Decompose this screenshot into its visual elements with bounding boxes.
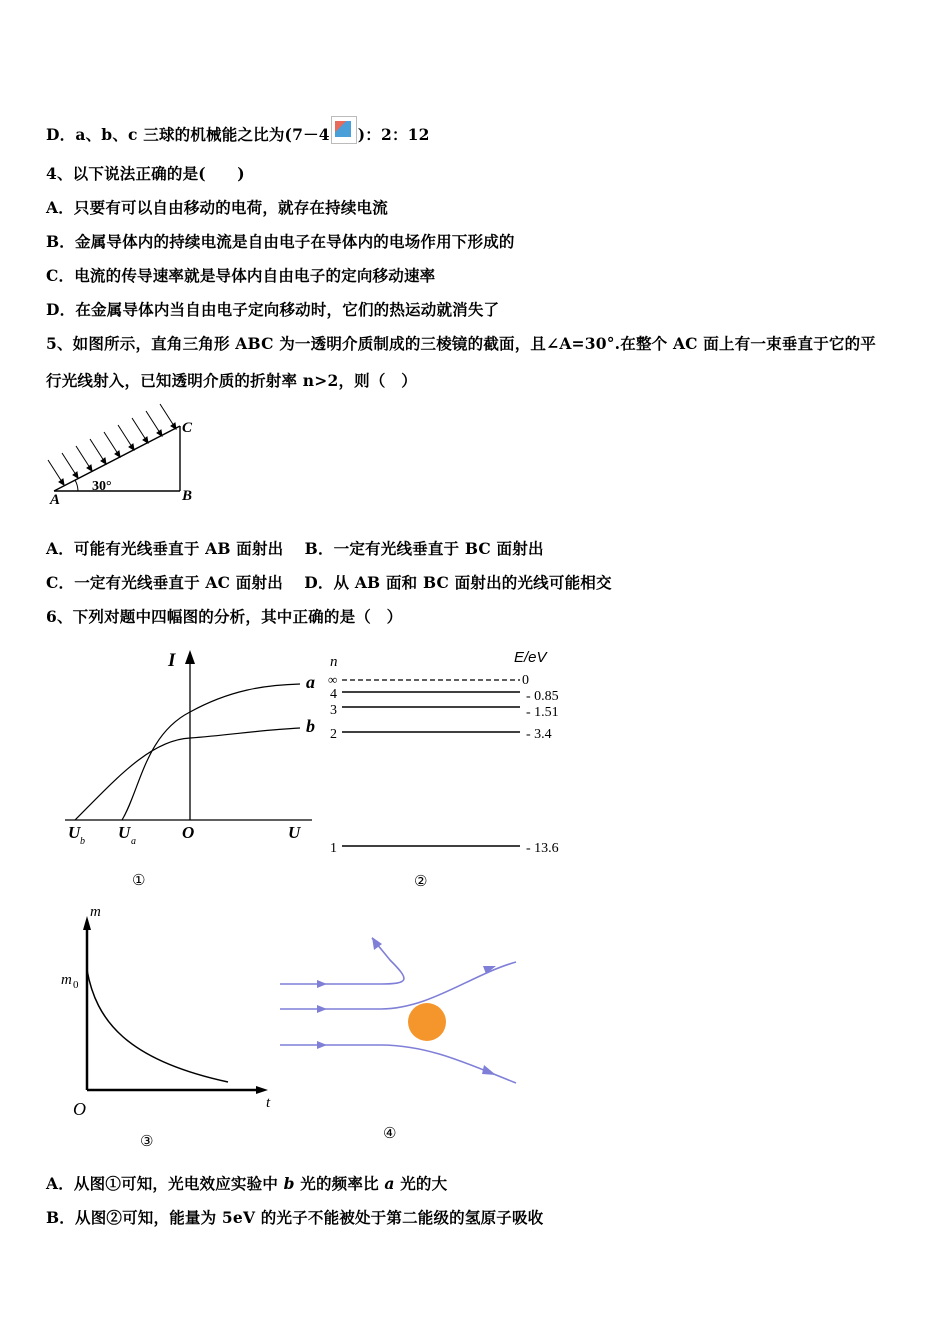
fig1-ua-sub: a xyxy=(131,836,136,847)
fig3-curve xyxy=(87,970,228,1082)
q5-options-line2: C．一定有光线垂直于 AC 面射出 D．从 AB 面和 BC 面射出的光线可能相交 xyxy=(46,573,612,592)
angle-label: 30° xyxy=(92,479,112,494)
prism-figure xyxy=(40,398,210,510)
incident-rays xyxy=(48,404,176,485)
fig2-n-label: n xyxy=(330,654,338,670)
broken-image-icon xyxy=(331,116,357,144)
fig3-y-label: m xyxy=(90,904,101,920)
fig3-m0-sub: 0 xyxy=(73,979,79,991)
q6-option-a xyxy=(46,1172,447,1194)
label-b: B xyxy=(182,488,193,504)
q5-options-line1: A．可能有光线垂直于 AB 面射出 B．一定有光线垂直于 BC 面射出 xyxy=(46,539,544,558)
q4-stem: 4、以下说法正确的是( ) xyxy=(46,164,245,183)
q6-option-b: B．从图②可知，能量为 5eV 的光子不能被处于第二能级的氢原子吸收 xyxy=(46,1208,544,1227)
fig2-e-inf: 0 xyxy=(522,673,529,688)
fig2-n-4: 4 xyxy=(330,687,337,702)
fig4-trajectories xyxy=(280,938,516,1083)
q3-option-d-suffix: )：2：12 xyxy=(357,125,430,144)
fig1-photoelectric-iv xyxy=(60,640,320,890)
fig2-n-2: 2 xyxy=(330,727,337,742)
q4-option-d: D．在金属导体内当自由电子定向移动时，它们的热运动就消失了 xyxy=(46,300,500,319)
q4-option-c: C．电流的传导速率就是导体内自由电子的定向移动速率 xyxy=(46,266,436,285)
q5-stem-line2: 行光线射入，已知透明介质的折射率 n>2，则（ ） xyxy=(46,371,417,390)
fig3-decay-curve xyxy=(56,900,286,1156)
q6-option-a-b: b xyxy=(283,1174,295,1193)
fig2-e-2: - 3.4 xyxy=(526,727,552,742)
fig1-y-label: I xyxy=(168,650,176,671)
fig2-e-3: - 1.51 xyxy=(526,705,559,720)
fig4-caption: ④ xyxy=(383,1124,397,1142)
q6-option-a-mid: 光的频率比 xyxy=(294,1174,385,1193)
fig1-x-label: U xyxy=(288,823,301,842)
q3-option-d-prefix: D．a、b、c 三球的机械能之比为(7－4 xyxy=(46,125,330,144)
q6-option-a-a: a xyxy=(384,1174,395,1193)
fig3-x-label: t xyxy=(266,1095,271,1111)
fig4-trajectory-lower xyxy=(280,1045,516,1083)
fig2-n-3: 3 xyxy=(330,703,337,718)
fig4-particle-scattering xyxy=(270,925,530,1147)
fig1-curve-a xyxy=(122,684,300,820)
fig2-e-4: - 0.85 xyxy=(526,689,559,704)
fig2-n-1: 1 xyxy=(330,841,337,856)
fig1-y-arrow xyxy=(185,650,195,664)
fig2-e-1: - 13.6 xyxy=(526,841,559,856)
fig1-curve-b xyxy=(75,728,300,820)
fig1-origin: O xyxy=(182,823,195,842)
fig1-ub-sub: b xyxy=(80,836,85,847)
q4-option-b: B．金属导体内的持续电流是自由电子在导体内的电场作用下形成的 xyxy=(46,232,515,251)
fig1-ub: U xyxy=(68,823,81,842)
fig2-e-label: E/eV xyxy=(514,649,547,666)
fig3-origin: O xyxy=(73,1099,86,1119)
fig3-x-arrow xyxy=(256,1086,268,1094)
fig2-energy-levels xyxy=(322,642,592,892)
q6-stem: 6、下列对题中四幅图的分析，其中正确的是（ ） xyxy=(46,607,403,626)
fig1-label-b: b xyxy=(306,716,315,736)
label-a: A xyxy=(50,492,61,508)
fig3-caption: ③ xyxy=(140,1132,154,1150)
q6-option-a-prefix: A．从图①可知，光电效应实验中 xyxy=(46,1174,284,1193)
fig4-nucleus xyxy=(408,1003,446,1041)
label-c: C xyxy=(182,420,193,436)
fig1-ua: U xyxy=(118,823,131,842)
angle-arc xyxy=(75,480,78,491)
fig3-m0: m xyxy=(61,972,72,988)
fig2-caption: ② xyxy=(414,872,428,890)
fig2-n-inf: ∞ xyxy=(328,672,338,687)
q5-stem-line1: 5、如图所示，直角三角形 ABC 为一透明介质制成的三棱镜的截面，且∠A=30°.在整个 AC 面上有一束垂直于它的平 xyxy=(46,334,877,353)
q4-option-a: A．只要有可以自由移动的电荷，就存在持续电流 xyxy=(46,198,388,217)
q3-option-d xyxy=(46,116,430,145)
fig1-label-a: a xyxy=(306,672,315,692)
fig4-trajectory-backscatter xyxy=(280,938,404,984)
fig1-caption: ① xyxy=(132,871,146,889)
q6-option-a-suffix: 光的大 xyxy=(394,1174,448,1193)
